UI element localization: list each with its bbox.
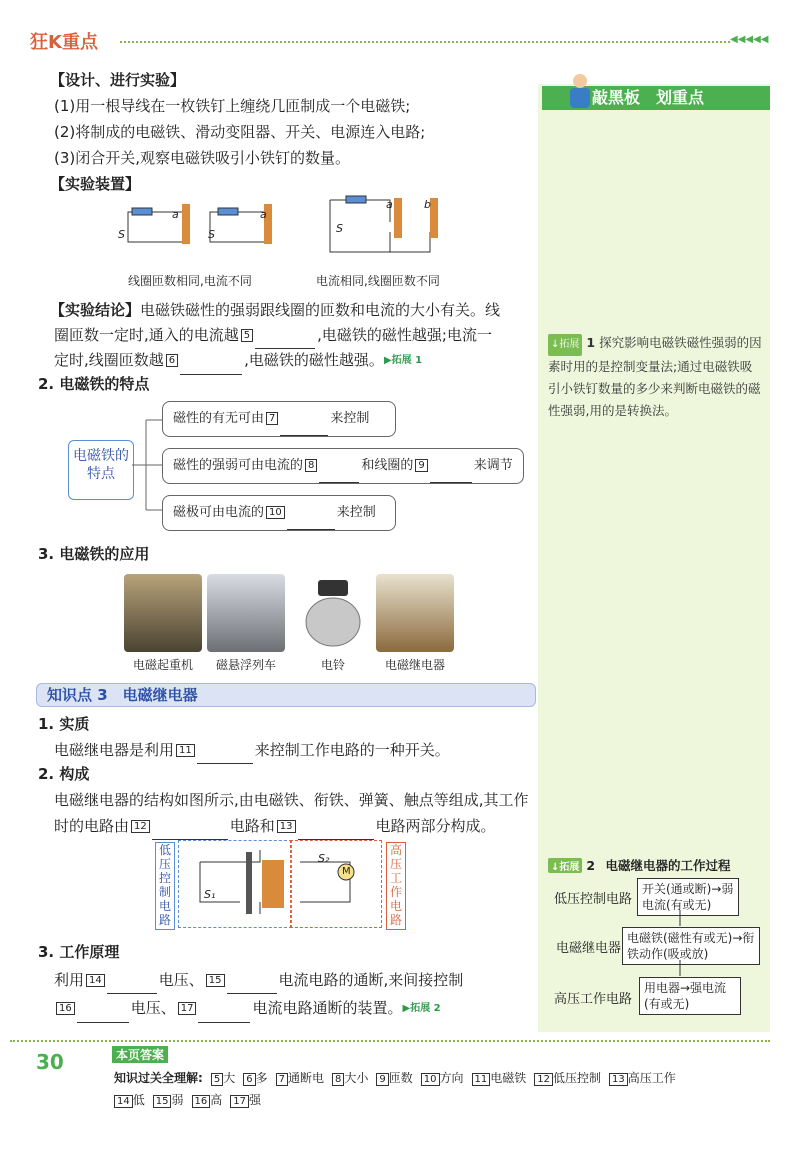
crane-photo: [124, 574, 202, 652]
principle-heading: 3. 工作原理: [38, 943, 120, 961]
ext1-badge: ↓拓展: [548, 334, 582, 356]
header-logo: 狂K重点: [30, 32, 98, 53]
label-a-3: a: [386, 198, 393, 211]
flow-row2-box: 电磁铁(磁性有或无)→衔铁动作(吸或放): [622, 927, 760, 965]
flow-row3-box: 用电器→强电流(有或无): [639, 977, 741, 1015]
structure-line-1: 电磁继电器的结构如图所示,由电磁铁、衔铁、弹簧、触点等组成,其工作: [54, 791, 529, 809]
design-heading: 【设计、进行实验】: [50, 71, 186, 89]
principle-line-2: 16 电压、 17 电流电路通断的装置。▶拓展 2: [54, 994, 441, 1023]
structure-line-2: 时的电路由 12 电路和 13 电路两部分构成。: [54, 812, 496, 840]
label-s-2: S: [208, 228, 215, 241]
label-b: b: [424, 198, 431, 211]
structure-heading: 2. 构成: [38, 765, 90, 783]
sidebar-ext1: ↓拓展 1 探究影响电磁铁磁性强弱的因素时用的是控制变量法;通过电磁铁吸引小铁钉数量的多少来判断电磁铁的磁性强弱,用的是转换法。: [548, 335, 762, 418]
app-caption-3: 电铃: [320, 658, 345, 672]
sidebar-title: 敲黑板 划重点: [542, 86, 770, 110]
feature-box-2: 磁性的强弱可由电流的 8 和线圈的 9 来调节: [162, 448, 524, 484]
features-center: 电磁铁的特点: [68, 440, 134, 500]
feature-box-3: 磁极可由电流的 10 来控制: [162, 495, 396, 531]
header-arrows-icon: ◀◀◀◀◀: [730, 34, 769, 45]
low-voltage-box: 低压控制电路: [155, 842, 175, 930]
relay-photo: [376, 574, 454, 652]
flow-row1-box: 开关(通或断)→弱电流(有或无): [637, 878, 739, 916]
features-heading: 2. 电磁铁的特点: [38, 375, 150, 393]
label-s-1: S: [118, 228, 125, 241]
relay-circuit: [180, 842, 376, 924]
design-step-3: (3)闭合开关,观察电磁铁吸引小铁钉的数量。: [54, 149, 351, 167]
conclusion-line-1: 【实验结论】电磁铁磁性的强弱跟线圈的匝数和电流的大小有关。线: [50, 301, 501, 319]
flow-row3-label: 高压工作电路: [554, 992, 633, 1007]
high-voltage-box: 高压工作电路: [386, 842, 406, 930]
essence-heading: 1. 实质: [38, 715, 90, 733]
relay-s1: S₁: [204, 888, 216, 901]
footer-dotted-line: [10, 1040, 770, 1042]
maglev-photo: [207, 574, 285, 652]
apparatus-heading: 【实验装置】: [50, 175, 141, 193]
sidebar-ext2-heading: ↓拓展 2 电磁继电器的工作过程: [548, 856, 730, 874]
relay-s2: S₂: [318, 852, 330, 865]
app-caption-2: 磁悬浮列车: [215, 658, 276, 672]
app-caption-4: 电磁继电器: [384, 658, 445, 672]
features-connectors: [132, 410, 162, 520]
header-dotted-line: [120, 41, 730, 43]
conclusion-line-2: 圈匝数一定时,通入的电流越 5 ,电磁铁的磁性越强;电流一: [54, 321, 492, 349]
caption-right: 电流相同,线圈匝数不同: [316, 274, 440, 288]
label-a-1: a: [172, 208, 179, 221]
label-s-3: S: [336, 222, 343, 235]
label-a-2: a: [260, 208, 267, 221]
principle-line-1: 利用 14 电压、 15 电流电路的通断,来间接控制: [54, 966, 463, 994]
design-step-1: (1)用一根导线在一枚铁钉上缠绕几匝制成一个电磁铁;: [54, 97, 411, 115]
caption-left: 线圈匝数相同,电流不同: [128, 274, 252, 288]
bell-photo: [302, 576, 364, 650]
design-step-2: (2)将制成的电磁铁、滑动变阻器、开关、电源连入电路;: [54, 123, 426, 141]
motor-label: M: [342, 866, 351, 877]
app-caption-1: 电磁起重机: [132, 658, 193, 672]
page-number: 30: [36, 1050, 64, 1074]
answer-title: 本页答案: [112, 1046, 168, 1063]
ext1-text: 探究影响电磁铁磁性强弱的因素时用的是控制变量法;通过电磁铁吸引小铁钉数量的多少来判断电磁铁的磁性强弱,用的是转换法。: [548, 335, 762, 418]
feature-box-1: 磁性的有无可由 7 来控制: [162, 401, 396, 437]
teacher-icon: [565, 72, 595, 110]
flow-row2-label: 电磁继电器: [556, 941, 622, 956]
apparatus-diagram: [100, 192, 480, 272]
kp3-title: 知识点 3 电磁继电器: [36, 683, 536, 707]
flow-row1-label: 低压控制电路: [554, 892, 633, 907]
conclusion-line-3: 定时,线圈匝数越 6 ,电磁铁的磁性越强。▶拓展 1: [54, 346, 422, 375]
answer-row-1: 知识过关全理解: 5 大 6 多 7 通断电 8 大小 9 匝数 10 方向 11 电磁铁 12 低压控制 13 高压工作: [114, 1071, 676, 1085]
answer-row-2: 14 低 15 弱 16 高 17 强: [106, 1090, 261, 1110]
flow-connectors: [670, 910, 690, 980]
essence-line: 电磁继电器是利用 11 来控制工作电路的一种开关。: [54, 736, 450, 764]
applications-heading: 3. 电磁铁的应用: [38, 545, 150, 563]
